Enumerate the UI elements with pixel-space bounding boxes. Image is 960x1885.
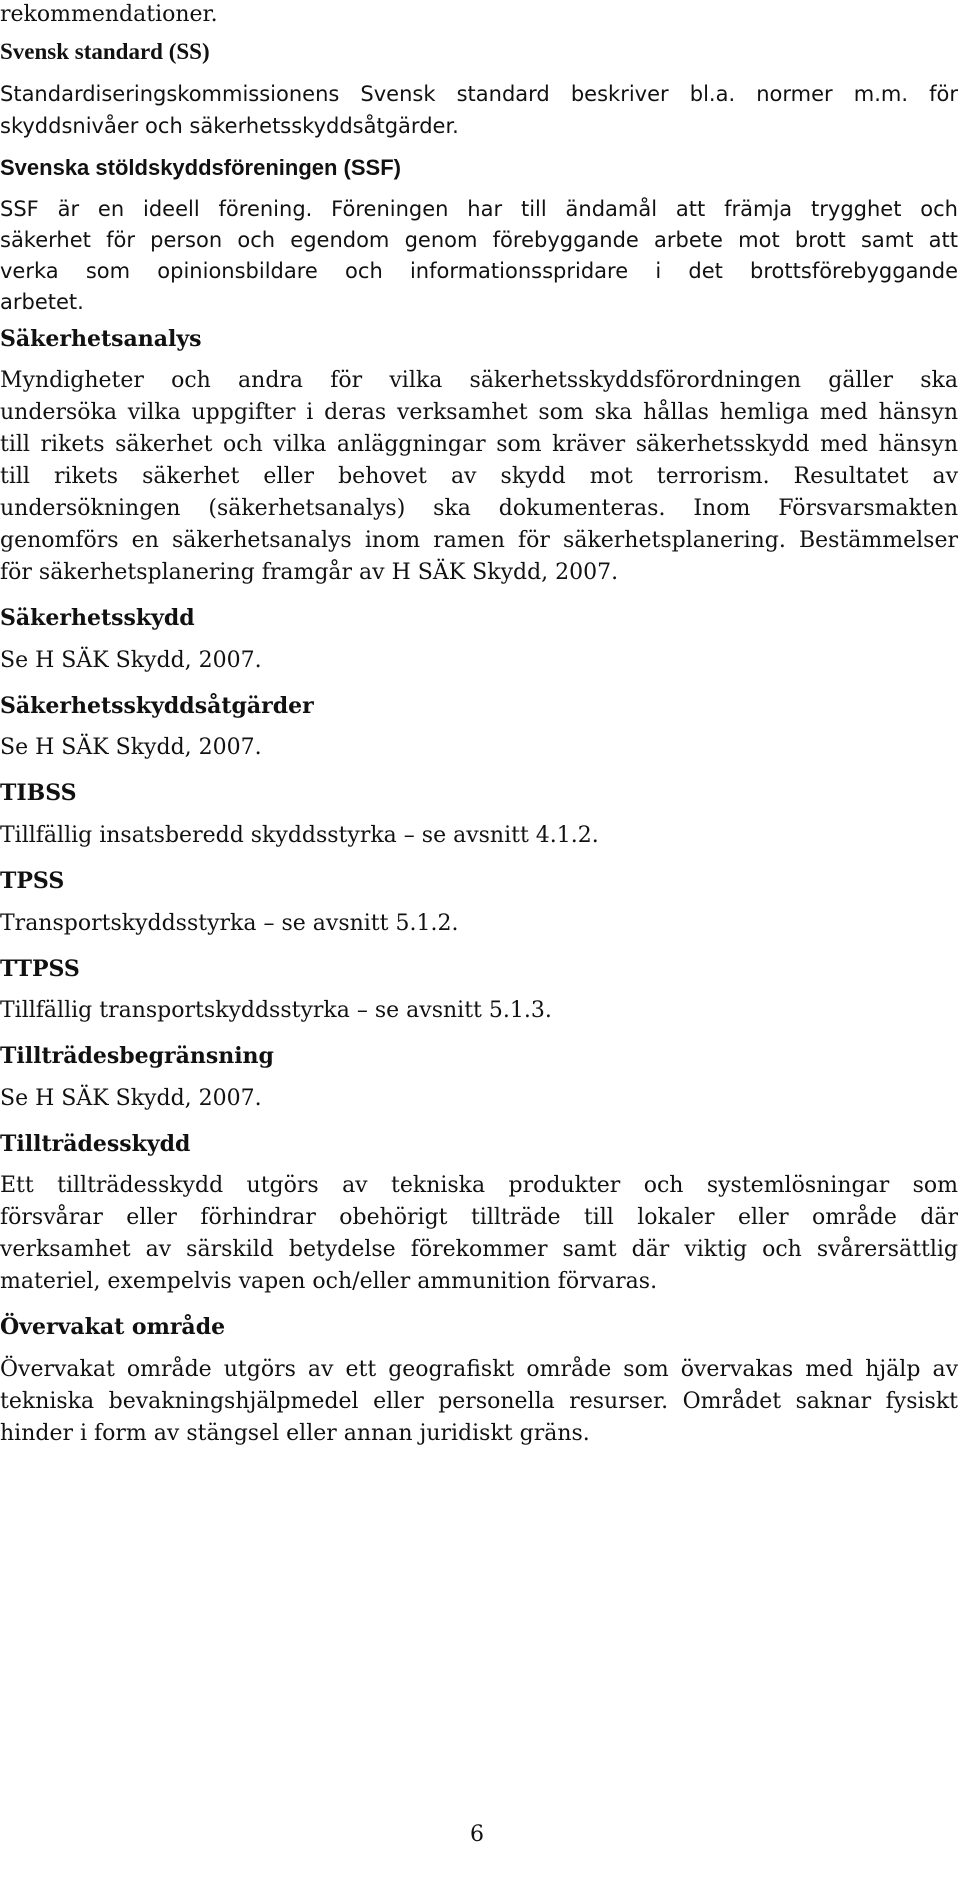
paragraph-line: skyddsnivåer och säkerhetsskyddsåtgärder. [0,114,459,138]
heading-svensk-standard: Svensk standard (SS) [0,39,210,64]
heading-sakerhetsskyddsatgarder: Säkerhetsskyddsåtgärder [0,693,314,719]
heading-sakerhetsskydd: Säkerhetsskydd [0,605,195,631]
paragraph-line: genomförs en säkerhetsanalys inom ramen för säkerhetsplanering. Bestämmelser [0,528,958,553]
paragraph-line: undersöka vilka uppgifter i deras verksamhet som ska hållas hemliga med hänsyn [0,400,958,425]
paragraph-line: Se H SÄK Skydd, 2007. [0,1086,262,1111]
paragraph-line: försvårar eller förhindrar obehörigt tillträde till lokaler eller område där [0,1205,958,1230]
paragraph-line: arbetet. [0,290,84,314]
paragraph-line: materiel, exempelvis vapen och/eller ammunition förvaras. [0,1269,658,1294]
paragraph-line: Standardiseringskommissionens Svensk standard beskriver bl.a. normer m.m. för [0,82,958,106]
heading-tilltradesskydd: Tillträdesskydd [0,1131,191,1157]
paragraph-line: Se H SÄK Skydd, 2007. [0,735,262,760]
page-number: 6 [470,1822,484,1847]
paragraph-line: Myndigheter och andra för vilka säkerhetsskyddsförordningen gäller ska [0,368,958,393]
paragraph-line: Transportskyddsstyrka – se avsnitt 5.1.2. [0,911,459,936]
heading-sakerhetsanalys: Säkerhetsanalys [0,326,202,352]
paragraph-line: säkerhet för person och egendom genom förebyggande arbete mot brott samt att [0,228,958,252]
paragraph-line: till rikets säkerhet eller behovet av skydd mot terrorism. Resultatet av [0,464,958,489]
heading-overvakat-omrade: Övervakat område [0,1314,226,1340]
heading-ssf: Svenska stöldskyddsföreningen (SSF) [0,155,401,180]
heading-tibss: TIBSS [0,780,77,806]
paragraph-line: Övervakat område utgörs av ett geografiskt område som övervakas med hjälp av [0,1357,958,1382]
paragraph-line: Tillfällig insatsberedd skyddsstyrka – se avsnitt 4.1.2. [0,823,599,848]
paragraph-line: till rikets säkerhet och vilka anläggningar som kräver säkerhetsskydd med hänsyn [0,432,958,457]
paragraph-line: Se H SÄK Skydd, 2007. [0,648,262,673]
paragraph-line: Ett tillträdesskydd utgörs av tekniska produkter och systemlösningar som [0,1173,958,1198]
paragraph-line: verka som opinionsbildare och informationsspridare i det brottsförebyggande [0,259,958,283]
heading-tpss: TPSS [0,868,65,894]
paragraph-line: hinder i form av stängsel eller annan juridiskt gräns. [0,1421,590,1446]
heading-ttpss: TTPSS [0,956,80,982]
paragraph-line: undersökningen (säkerhetsanalys) ska dokumenteras. Inom Försvarsmakten [0,496,958,521]
paragraph-line: för säkerhetsplanering framgår av H SÄK Skydd, 2007. [0,560,619,585]
paragraph-line: SSF är en ideell förening. Föreningen har till ändamål att främja trygghet och [0,197,958,221]
paragraph-line: tekniska bevakningshjälpmedel eller personella resurser. Området saknar fysiskt [0,1389,958,1414]
paragraph-line: Tillfällig transportskyddsstyrka – se avsnitt 5.1.3. [0,998,552,1023]
heading-tilltradesbegransning: Tillträdesbegränsning [0,1043,274,1069]
intro-text-line: rekommendationer. [0,2,218,27]
paragraph-line: verksamhet av särskild betydelse förekommer samt där viktig och svårersättlig [0,1237,958,1262]
